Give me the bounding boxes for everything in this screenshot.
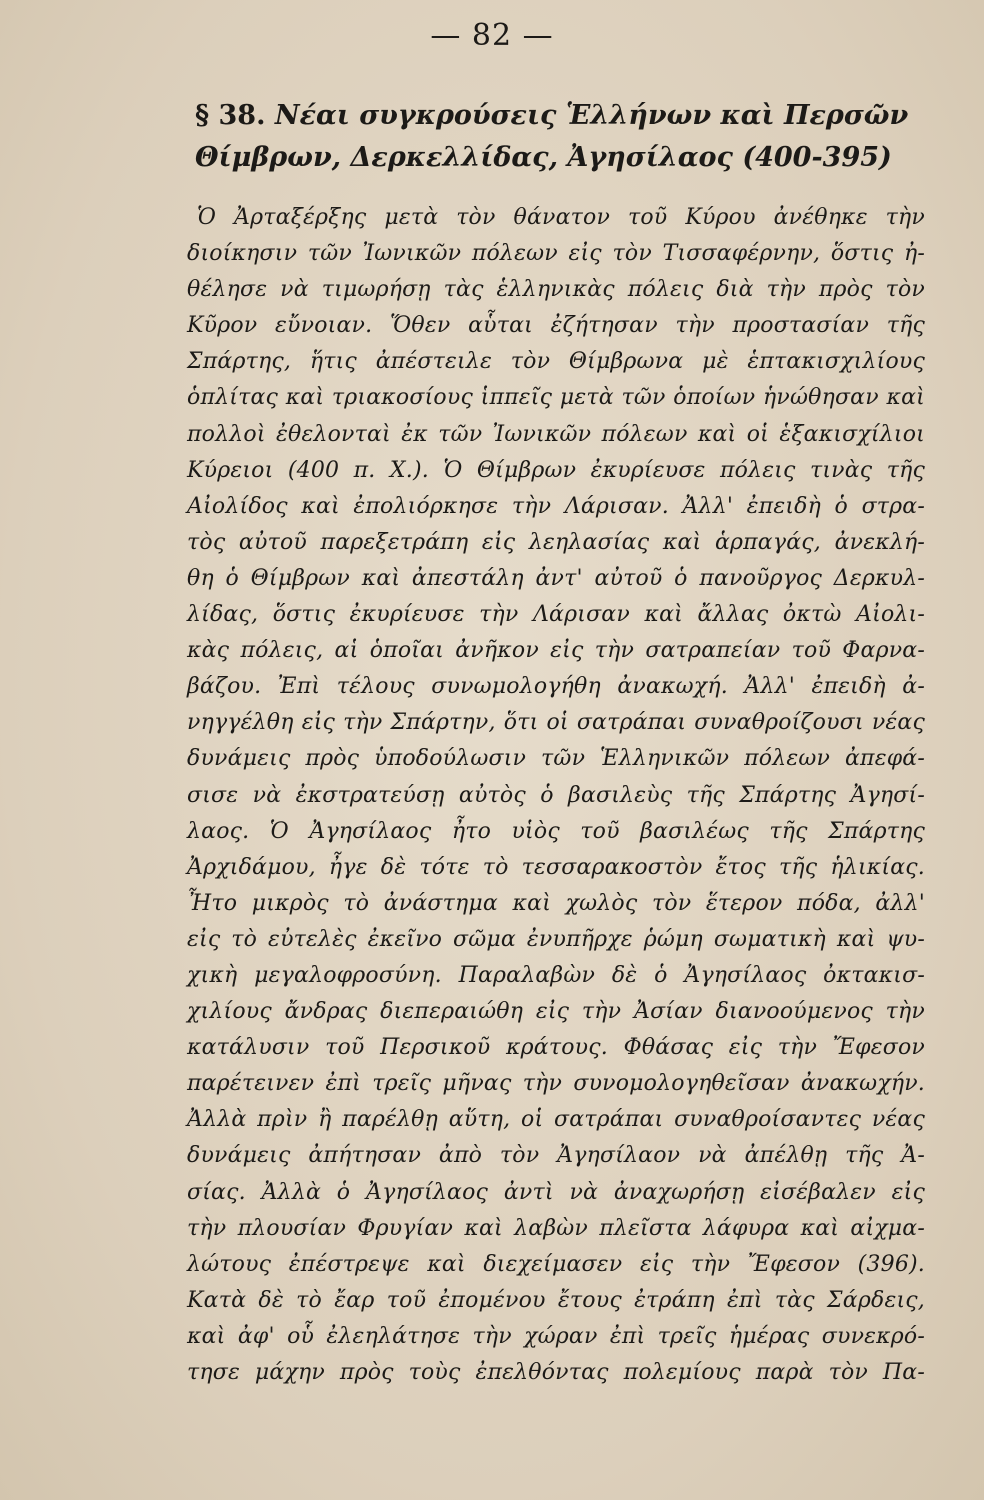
text-line: τὸς αὐτοῦ παρεξετράπη εἰς λεηλασίας καὶ ἁρπαγάς, ἀνεκλή- xyxy=(187,529,925,555)
text-line: Αἰολίδος καὶ ἐπολιόρκησε τὴν Λάρισαν. Ἀλλ' ἐπειδὴ ὁ στρα- xyxy=(187,493,925,519)
text-line: λώτους ἐπέστρεψε καὶ διεχείμασεν εἰς τὴν Ἔφεσον (396). xyxy=(187,1251,925,1277)
text-line: τὴν πλουσίαν Φρυγίαν καὶ λαβὼν πλεῖστα λάφυρα καὶ αἰχμα- xyxy=(187,1215,925,1241)
text-line: Ἀρχιδάμου, ἦγε δὲ τότε τὸ τεσσαρακοστὸν ἔτος τῆς ἡλικίας. xyxy=(187,854,925,880)
text-line: καὶ ἀφ' οὗ ἐλεηλάτησε τὴν χώραν ἐπὶ τρεῖς ἡμέρας συνεκρό- xyxy=(187,1323,925,1349)
text-line: θη ὁ Θίμβρων καὶ ἀπεστάλη ἀντ' αὐτοῦ ὁ πανοῦργος Δερκυλ- xyxy=(187,565,925,591)
text-line: νηγγέλθη εἰς τὴν Σπάρτην, ὅτι οἱ σατράπαι συναθροίζουσι νέας xyxy=(187,710,925,736)
text-line: σισε νὰ ἐκστρατεύσῃ αὐτὸς ὁ βασιλεὺς τῆς Σπάρτης Ἀγησί- xyxy=(187,782,925,808)
text-line: τησε μάχην πρὸς τοὺς ἐπελθόντας πολεμίους παρὰ τὸν Πα- xyxy=(187,1360,925,1385)
text-line: θέλησε νὰ τιμωρήσῃ τὰς ἑλληνικὰς πόλεις διὰ τὴν πρὸς τὸν xyxy=(187,277,925,303)
text-line: κατάλυσιν τοῦ Περσικοῦ κράτους. Φθάσας εἰς τὴν Ἔφεσον xyxy=(187,1035,925,1061)
text-line: εἰς τὸ εὐτελὲς ἐκεῖνο σῶμα ἐνυπῆρχε ῥώμη σωματικὴ καὶ ψυ- xyxy=(187,926,925,952)
text-line: δυνάμεις πρὸς ὑποδούλωσιν τῶν Ἑλληνικῶν πόλεων ἀπεφά- xyxy=(187,746,925,772)
text-line: δυνάμεις ἀπήτησαν ἀπὸ τὸν Ἀγησίλαον νὰ ἀπέλθῃ τῆς Ἀ- xyxy=(187,1143,925,1169)
section-heading-line-1 xyxy=(195,95,915,137)
section-title: Νέαι συγκρούσεις Ἑλλήνων καὶ Περσῶν xyxy=(274,100,909,131)
text-line: Ὁ Ἀρταξέρξης μετὰ τὸν θάνατον τοῦ Κύρου ἀνέθηκε τὴν xyxy=(197,205,925,230)
body-text xyxy=(187,200,925,1391)
text-line: χιλίους ἄνδρας διεπεραιώθη εἰς τὴν Ἀσίαν διανοούμενος τὴν xyxy=(187,999,925,1025)
text-line: Σπάρτης, ἥτις ἀπέστειλε τὸν Θίμβρωνα μὲ ἑπτακισχιλίους xyxy=(187,349,925,375)
text-line: χικὴ μεγαλοφροσύνη. Παραλαβὼν δὲ ὁ Ἀγησίλαος ὀκτακισ- xyxy=(187,962,925,988)
text-line: πολλοὶ ἐθελονταὶ ἐκ τῶν Ἰωνικῶν πόλεων καὶ οἱ ἑξακισχίλιοι xyxy=(187,421,925,447)
text-line: Ἀλλὰ πρὶν ἢ παρέλθῃ αὕτη, οἱ σατράπαι συναθροίσαντες νέας xyxy=(187,1107,925,1133)
text-line: λίδας, ὅστις ἐκυρίευσε τὴν Λάρισαν καὶ ἄλλας ὀκτὼ Αἰολι- xyxy=(187,602,925,628)
text-line: βάζου. Ἐπὶ τέλους συνωμολογήθη ἀνακωχή. Ἀλλ' ἐπειδὴ ἀ- xyxy=(187,674,925,700)
text-line: ὁπλίτας καὶ τριακοσίους ἱππεῖς μετὰ τῶν ὁποίων ἡνώθησαν καὶ xyxy=(187,385,925,411)
text-line: Κύρειοι (400 π. Χ.). Ὁ Θίμβρων ἐκυρίευσε πόλεις τινὰς τῆς xyxy=(187,457,925,483)
text-line: λαος. Ὁ Ἀγησίλαος ἦτο υἱὸς τοῦ βασιλέως τῆς Σπάρτης xyxy=(187,818,925,844)
text-line: Κατὰ δὲ τὸ ἔαρ τοῦ ἐπομένου ἔτους ἐτράπη ἐπὶ τὰς Σάρδεις, xyxy=(187,1287,925,1313)
text-line: Κῦρον εὔνοιαν. Ὅθεν αὗται ἐζήτησαν τὴν προστασίαν τῆς xyxy=(187,313,925,339)
page-number: — 82 — xyxy=(430,18,554,53)
text-line: διοίκησιν τῶν Ἰωνικῶν πόλεων εἰς τὸν Τισσαφέρνην, ὅστις ἠ- xyxy=(187,241,925,267)
text-line: σίας. Ἀλλὰ ὁ Ἀγησίλαος ἀντὶ νὰ ἀναχωρήσῃ εἰσέβαλεν εἰς xyxy=(187,1179,925,1205)
text-line: κὰς πόλεις, αἱ ὁποῖαι ἀνῆκον εἰς τὴν σατραπείαν τοῦ Φαρνα- xyxy=(187,638,925,664)
section-heading xyxy=(195,95,915,179)
section-number: § 38. xyxy=(195,100,266,131)
section-subtitle: Θίμβρων, Δερκελλίδας, Ἀγησίλαος (400-395) xyxy=(195,142,892,173)
text-line: Ἦτο μικρὸς τὸ ἀνάστημα καὶ χωλὸς τὸν ἕτερον πόδα, ἀλλ' xyxy=(187,890,925,916)
text-line: παρέτεινεν ἐπὶ τρεῖς μῆνας τὴν συνομολογηθεῖσαν ἀνακωχήν. xyxy=(187,1071,925,1097)
